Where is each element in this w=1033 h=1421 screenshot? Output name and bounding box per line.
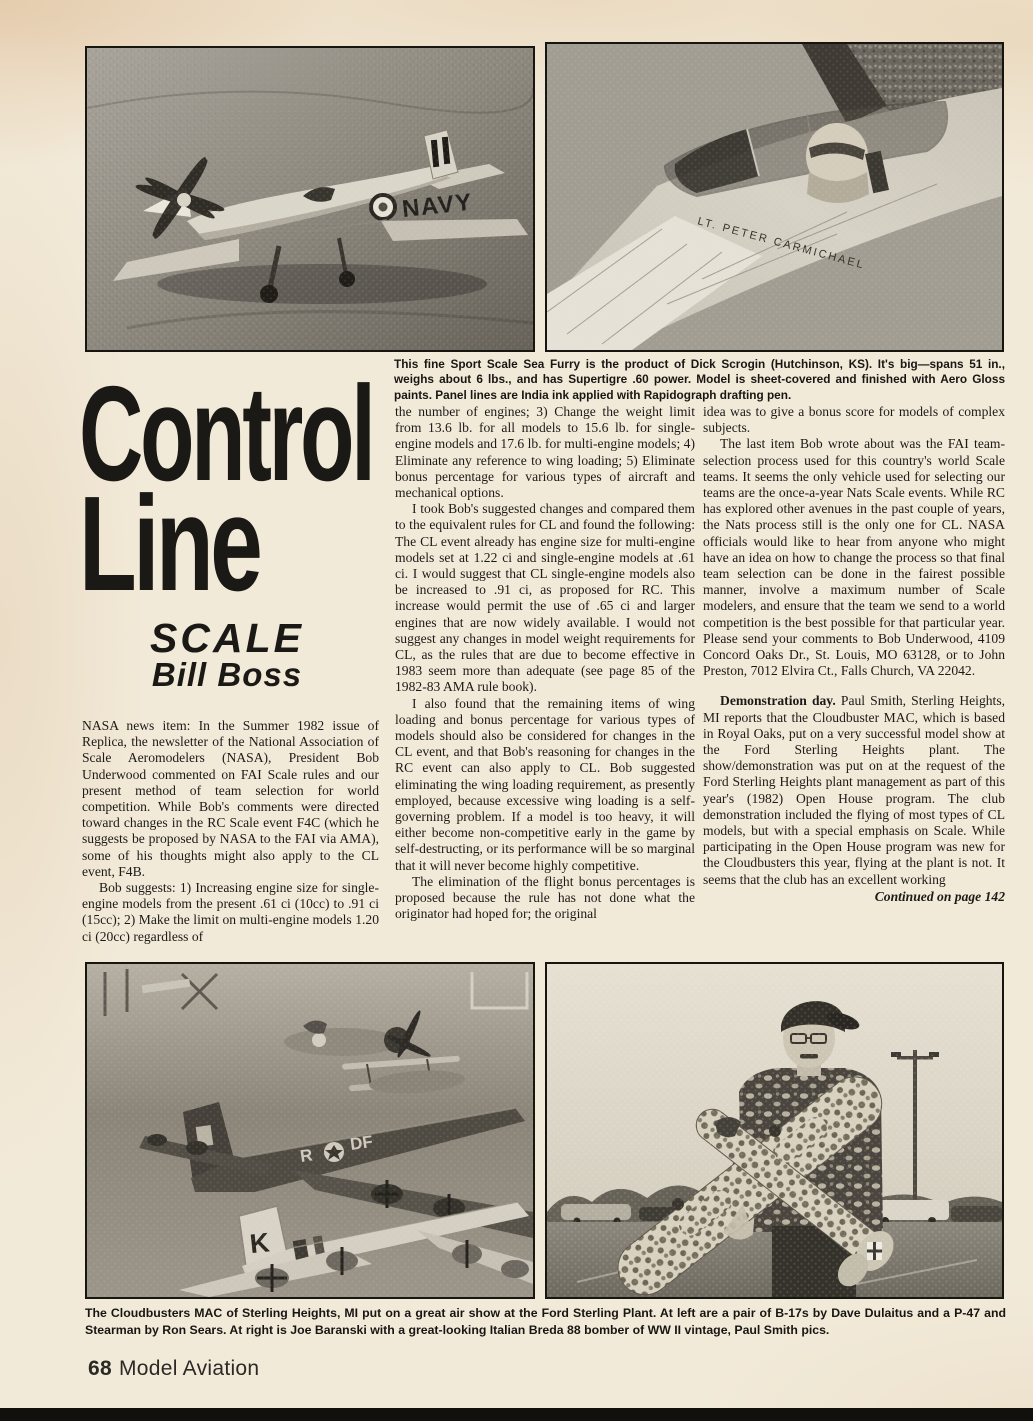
photo-cockpit: [545, 42, 1004, 352]
photo-bomber-lineup: [85, 962, 535, 1299]
masthead-title-line1: Control: [79, 358, 373, 509]
article-paragraph: I also found that the remaining items of wing loading and bonus percentage for various types of models should also be considered for changes in the CL event, and that Bob's reasoning for changes in the RC event can also apply to CL. Bob suggested eliminating the wing loading requirement, as presently employed, because excessive wing loading is a self-governing problem. If a model is too heavy, it will either become non-competitive early in the game by self-destructing, or its performance will be so marginal that it will never become highly competitive.: [395, 695, 695, 873]
article-column-3: [703, 404, 1005, 905]
paragraph-lead: Demonstration day.: [720, 693, 836, 709]
scan-edge-strip: [0, 1408, 1033, 1421]
section-label: SCALE: [150, 615, 304, 661]
article-paragraph: [703, 693, 1005, 887]
article-column-2: [395, 404, 695, 923]
photo-sea-fury: [85, 46, 535, 352]
article-paragraph: NASA news item: In the Summer 1982 issue of Replica, the newsletter of the National Association of Scale Aeromodelers (NASA), President Bob Underwood commented on FAI Scale rules and our present method of team selection for world competition. While Bob's comments were directed toward changes in the RC Scale event F4C (which he suggests be proposed by NASA to the FAI via AMA), some of his thoughts might also apply to the CL event, F4B.: [82, 718, 379, 879]
photo-breda-pilot: [545, 962, 1004, 1299]
magazine-name: Model Aviation: [118, 1357, 260, 1380]
continued-note: Continued on page 142: [874, 888, 1005, 904]
cockpit-illustration: [547, 44, 1002, 350]
top-photo-caption: This fine Sport Scale Sea Furry is the product of Dick Scrogin (Hutchinson, KS). It's big—spans 51 in., weighs about 6 lbs., and has Supertigre .60 power. Model is sheet-covered and finished with Aero Gloss paints. Panel lines are India ink applied with Rapidograph drafting pen.: [394, 357, 1005, 402]
page-number: 68: [88, 1357, 112, 1380]
article-paragraph: the number of engines; 3) Change the weight limit from 13.6 lb. for all models to 15.6 lb. for single-engine models and 17.6 lb. for multi-engine models; 4) Eliminate any reference to wing loading; 5) Eliminate bonus percentage for various types of aircraft and mechanical options.: [395, 404, 695, 501]
author-byline: Bill Boss: [151, 656, 303, 693]
paragraph-text: Paul Smith, Sterling Heights, MI reports that the Cloudbuster MAC, which is based in Royal Oaks, put on a very successful model show at the Ford Sterling Heights plant. The show/demonstration was put on at the request of the Ford Sterling Heights plant management as part of this year's (1982) Open House program. The club demonstration included the flying of most types of CL models, but with a special emphasis on Scale. While participating in the Open House program was new for the Cloudbusters this year, flying at the plant is not. It seems that the club has an excellent working: [703, 693, 1006, 887]
article-paragraph: Bob suggests: 1) Increasing engine size for single-engine models from the present .61 ci (10cc) to .91 ci (15cc); 2) Make the limit on multi-engine models 1.20 ci (20cc) regardless of: [82, 880, 379, 944]
article-column-1: [82, 718, 379, 945]
breda-pilot-illustration: [547, 964, 1002, 1297]
masthead-title-line2: Line: [79, 468, 260, 619]
article-paragraph: I took Bob's suggested changes and compared them to the equivalent rules for CL and found the following: The CL event already has engine size for multi-engine models set at 1.22 ci and single-engine models at .61 ci. I would suggest that CL single-engine models also be increased to .91 ci, as proposed for RC. This increase would permit the use of .65 ci and larger engines that are now widely available. I would not suggest any changes in model weight requirements for CL, as the rules that are due to become effective in 1983 seem more than adequate (see page 85 of the 1982-83 AMA rule book).: [395, 501, 695, 695]
article-paragraph: The elimination of the flight bonus percentages is proposed because the rule has not done what the originator had hoped for; the original: [395, 873, 695, 922]
page-footer: [88, 1357, 259, 1381]
bomber-lineup-illustration: [87, 964, 533, 1297]
sea-fury-illustration: [87, 48, 533, 350]
bottom-photo-caption: The Cloudbusters MAC of Sterling Heights, MI put on a great air show at the Ford Sterling Plant. At left are a pair of B-17s by Dave Dulaitus and a P-47 and Stearman by Ron Sears. At right is Joe Baranski with a great-looking Italian Breda 88 bomber of WW II vintage, Paul Smith pics.: [85, 1306, 1006, 1337]
article-paragraph: idea was to give a bonus score for models of complex subjects.: [703, 404, 1005, 436]
article-paragraph: The last item Bob wrote about was the FAI team-selection process used for this country's world Scale teams. It seems the only vehicle used for selecting our teams are the once-a-year Nats Scale events. While RC has explored other avenues in the past couple of years, the Nats process still is the only one for CL. NASA officials would like to hear from anyone who might have an idea on how to change the process so that final team selection can be done in the fairest possible manner, involve a maximum number of Scale modelers, and ensure that the team we send to a world competition is the best possible for that particular year. Please send your comments to Bob Underwood, 4109 Concord Oaks Dr., St. Louis, MO 63128, or to John Preston, 7012 Elvira Ct., Falls Church, VA 22042.: [703, 436, 1005, 679]
